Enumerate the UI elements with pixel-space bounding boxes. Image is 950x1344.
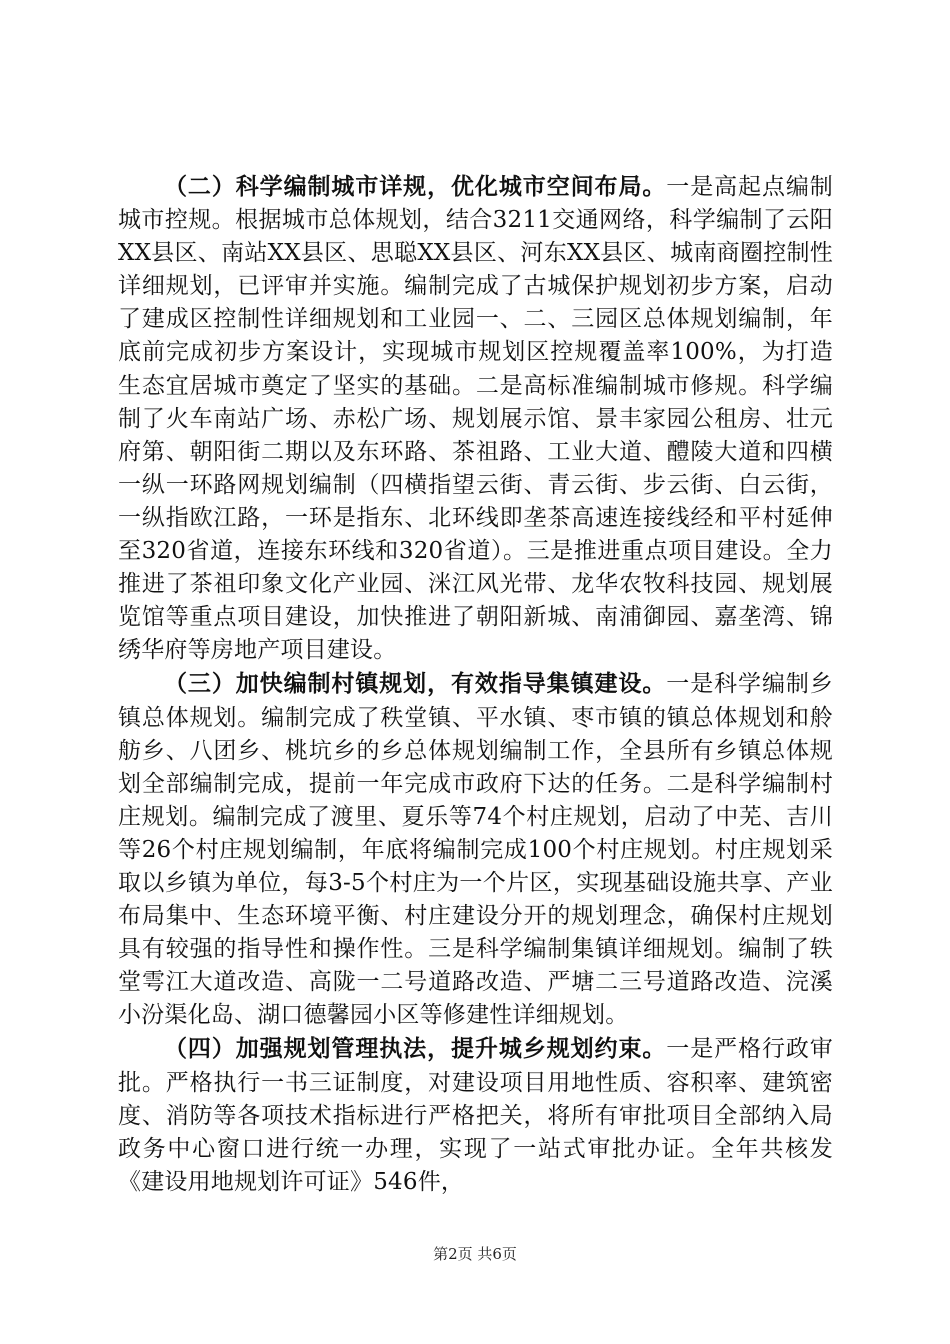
page-number: 第2页 共6页 xyxy=(433,1245,517,1263)
paragraph-section-4 xyxy=(118,1032,833,1198)
document-body xyxy=(118,170,833,1199)
paragraph-section-2 xyxy=(118,170,833,667)
section-heading: （二）科学编制城市详规，优化城市空间布局。 xyxy=(164,173,667,200)
paragraph-text: 一是科学编制乡镇总体规划。编制完成了秩堂镇、平水镇、枣市镇的镇总体规划和舲舫乡、八团乡、桃坑乡的乡总体规划编制工作，全县所有乡镇总体规划全部编制完成，提前一年完成市政府下达的任务。二是科学编制村庄规划。编制完成了渡里、夏乐等74个村庄规划，启动了中芜、吉川等26个村庄规划编制，年底将编制完成100个村庄规划。村庄规划采取以乡镇为单位，每3-5个村庄为一个片区，实现基础设施共享、产业布局集中、生态环境平衡、村庄建设分开的规划理念，确保村庄规划具有较强的指导性和操作性。三是科学编制集镇详细规划。编制了轶堂雩江大道改造、高陇一二号道路改造、严塘二三号道路改造、浣溪小汾渠化岛、湖口德馨园小区等修建性详细规划。 xyxy=(118,671,834,1029)
page-footer xyxy=(0,1243,950,1264)
section-heading: （三）加快编制村镇规划，有效指导集镇建设。 xyxy=(164,670,667,698)
paragraph-text: 一是高起点编制城市控规。根据城市总体规划，结合3211交通网络，科学编制了云阳XX县区、南站XX县区、思聪XX县区、河东XX县区、城南商圈控制性详细规划，已评审并实施。编制完成了古城保护规划初步方案，启动了建成区控制性详细规划和工业园一、二、三园区总体规划编制，年底前完成初步方案设计，实现城市规划区控规覆盖率100%，为打造生态宜居城市奠定了坚实的基础。二是高标准编制城市修规。科学编制了火车南站广场、赤松广场、规划展示馆、景丰家园公租房、壮元府第、朝阳街二期以及东环路、茶祖路、工业大道、醴陵大道和四横一纵一环路网规划编制（四横指望云街、青云街、步云街、白云街，一纵指欧江路，一环是指东、北环线即垄茶高速连接线经和平村延伸至320省道，连接东环线和320省道）。三是推进重点项目建设。全力推进了茶祖印象文化产业园、洣江风光带、龙华农牧科技园、规划展览馆等重点项目建设，加快推进了朝阳新城、南浦御园、嘉垄湾、锦绣华府等房地产项目建设。 xyxy=(118,174,834,664)
paragraph-section-3 xyxy=(118,667,833,1032)
section-heading: （四）加强规划管理执法，提升城乡规划约束。 xyxy=(164,1035,667,1063)
paragraph-text: 一是严格行政审批。严格执行一书三证制度，对建设项目用地性质、容积率、建筑密度、消防等各项技术指标进行严格把关，将所有审批项目全部纳入局政务中心窗口进行统一办理，实现了一站式审批办证。全年共核发《建设用地规划许可证》546件， xyxy=(118,1036,834,1195)
